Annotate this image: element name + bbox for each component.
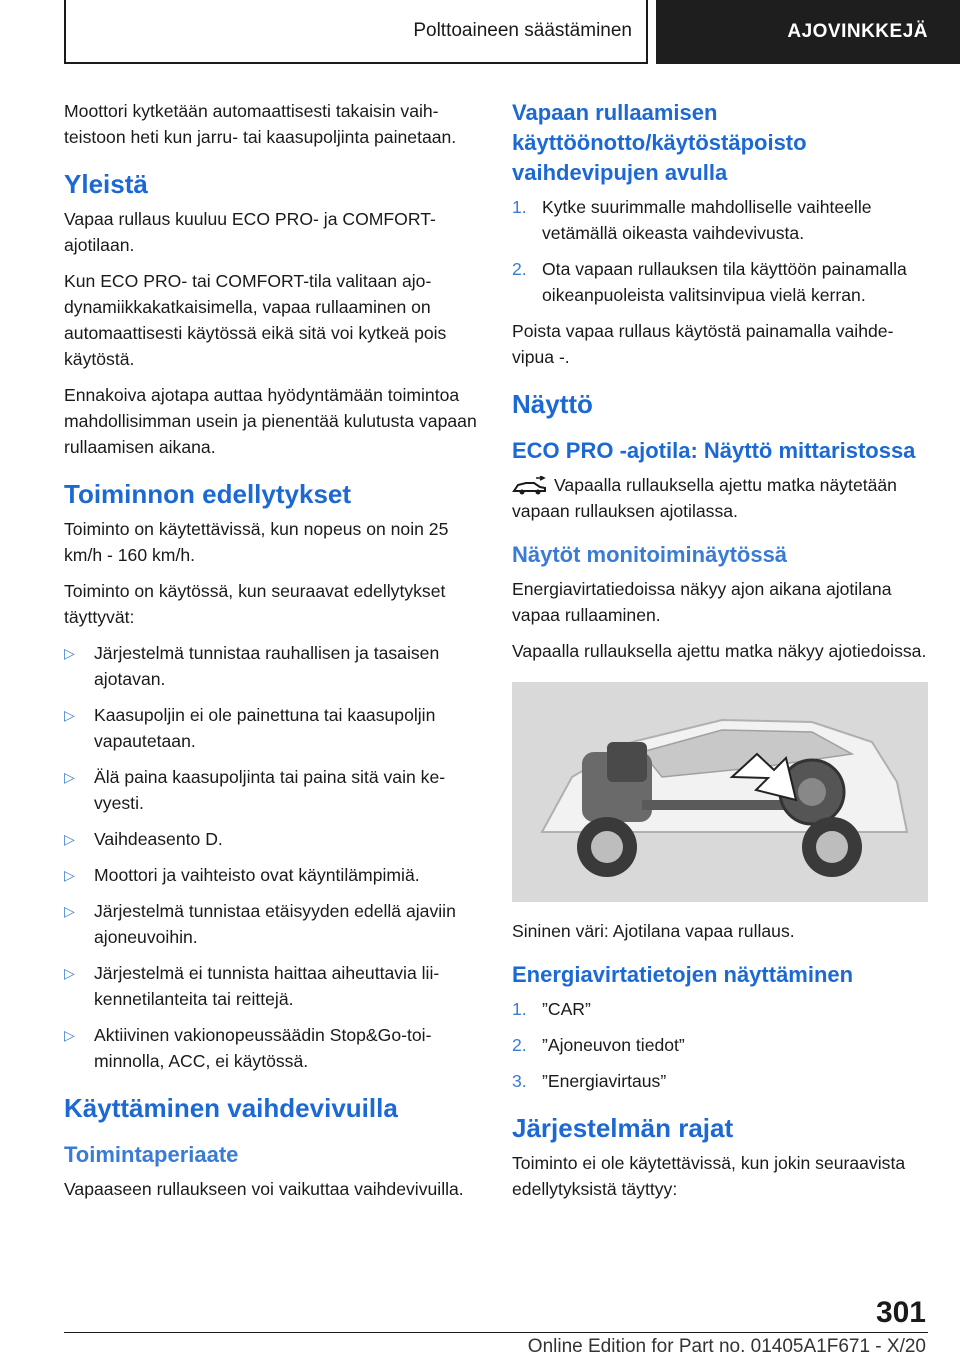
triangle-bullet-icon: ▷ <box>64 645 75 661</box>
section-title: Polttoaineen säästäminen <box>413 20 632 41</box>
activate-steps <box>512 194 928 308</box>
right-column <box>512 98 928 1212</box>
list-item: 2. ”Ajoneuvon tiedot” <box>512 1035 685 1055</box>
heading-principle: Toimintaperiaate <box>64 1142 239 1167</box>
heading-general: Yleistä <box>64 169 148 199</box>
chapter-title: AJOVINKKEJÄ <box>787 21 928 42</box>
list-item: 2. Ota vapaan rullauksen tila käyttöön painamalla oikeanpuoleista valitsinvipua vielä kerran. <box>512 259 907 305</box>
list-item: 1. Kytke suurimmalle mahdolliselle vaihteelle vetämällä oikeasta vaihdevivusta. <box>512 197 872 243</box>
triangle-bullet-icon: ▷ <box>64 903 75 919</box>
triangle-bullet-icon: ▷ <box>64 707 75 723</box>
eco-paragraph: Vapaalla rullauksella ajettu matka näytetään vapaan rullauksen ajotilassa. <box>512 475 897 521</box>
heading-prerequisites: Toiminnon edellytykset <box>64 479 352 509</box>
general-paragraph-1: Vapaa rullaus kuuluu ECO PRO- ja COMFORT-ajotilaan. <box>64 209 436 255</box>
list-item: ▷ Järjestelmä ei tunnista haittaa aiheuttavia liikennetilanteita tai reittejä. <box>64 960 480 1012</box>
list-item: ▷ Aktiivinen vakionopeussäädin Stop&Go-toiminnolla, ACC, ei käytössä. <box>64 1022 480 1074</box>
multi-paragraph-2: Vapaalla rullauksella ajettu matka näkyy ajotiedoissa. <box>512 641 927 661</box>
left-column <box>64 98 480 1212</box>
car-drivetrain-image <box>512 682 928 902</box>
prereq-paragraph-1: Toiminto on käytettävissä, kun nopeus on noin 25 km/h - 160 km/h. <box>64 519 449 565</box>
coasting-car-icon <box>512 476 548 496</box>
heading-energy-flow: Energiavirtatietojen näyttäminen <box>512 962 854 987</box>
prereq-paragraph-2: Toiminto on käytössä, kun seuraavat edellytykset täyttyvät: <box>64 581 446 627</box>
list-item: ▷ Kaasupoljin ei ole painettuna tai kaasupoljin vapautetaan. <box>64 702 480 754</box>
prerequisite-list <box>64 640 480 1074</box>
energy-steps <box>512 996 928 1094</box>
list-item: ▷ Vaihdeasento D. <box>64 826 480 852</box>
general-paragraph-3: Ennakoiva ajotapa auttaa hyödyntämään toimintoa mahdollisimman usein ja pienentää kulutusta vapaan rullaamisen aikana. <box>64 385 477 457</box>
list-item: ▷ Järjestelmä tunnistaa etäisyyden edellä ajaviin ajoneuvoihin. <box>64 898 480 950</box>
intro-paragraph: Moottori kytketään automaattisesti takaisin vaihteistoon heti kun jarru- tai kaasupoljinta painetaan. <box>64 101 457 147</box>
running-header-section <box>64 0 648 64</box>
heading-eco-pro-display: ECO PRO -ajotila: Näyttö mittaristossa <box>512 438 916 463</box>
page-number: 301 <box>875 1296 926 1329</box>
footer-divider <box>64 1332 928 1333</box>
chapter-tab <box>656 0 960 64</box>
limits-paragraph: Toiminto ei ole käytettävissä, kun jokin seuraavista edellytyksistä täyttyy: <box>512 1153 906 1199</box>
list-item: ▷ Järjestelmä tunnistaa rauhallisen ja tasaisen ajotavan. <box>64 640 480 692</box>
heading-multifunction-display: Näytöt monitoiminäytössä <box>512 542 788 567</box>
footer-edition: Online Edition for Part no. 01405A1F671 - X/20 <box>527 1336 926 1357</box>
deactivate-paragraph: Poista vapaa rullaus käytöstä painamalla vaihdevipua -. <box>512 321 894 367</box>
triangle-bullet-icon: ▷ <box>64 1027 75 1043</box>
general-paragraph-2: Kun ECO PRO- tai COMFORT-tila valitaan ajodynamiikkakatkaisimella, vapaa rullaaminen on automaattisesti käytössä eikä sitä voi kytkeä pois käytöstä. <box>64 271 447 369</box>
triangle-bullet-icon: ▷ <box>64 867 75 883</box>
multi-paragraph-1: Energiavirtatiedoissa näkyy ajon aikana ajotilana vapaa rullaaminen. <box>512 579 892 625</box>
triangle-bullet-icon: ▷ <box>64 769 75 785</box>
car-illustration <box>512 682 928 902</box>
heading-system-limits: Järjestelmän rajat <box>512 1113 734 1143</box>
figure-caption: Sininen väri: Ajotilana vapaa rullaus. <box>512 921 795 941</box>
triangle-bullet-icon: ▷ <box>64 965 75 981</box>
triangle-bullet-icon: ▷ <box>64 831 75 847</box>
list-item: 1. ”CAR” <box>512 999 591 1019</box>
principle-paragraph: Vapaaseen rullaukseen voi vaikuttaa vaihdevivuilla. <box>64 1179 464 1199</box>
heading-activate-deactivate: Vapaan rullaamisen käyttöönotto/käytöstäpoisto vaihdevipujen avulla <box>512 100 807 185</box>
list-item: ▷ Älä paina kaasupoljinta tai paina sitä vain kevyesti. <box>64 764 480 816</box>
heading-display: Näyttö <box>512 389 593 419</box>
heading-usage-paddles: Käyttäminen vaihdevivuilla <box>64 1093 398 1123</box>
list-item: ▷ Moottori ja vaihteisto ovat käyntilämpimiä. <box>64 862 480 888</box>
list-item: 3. ”Energiavirtaus” <box>512 1071 667 1091</box>
